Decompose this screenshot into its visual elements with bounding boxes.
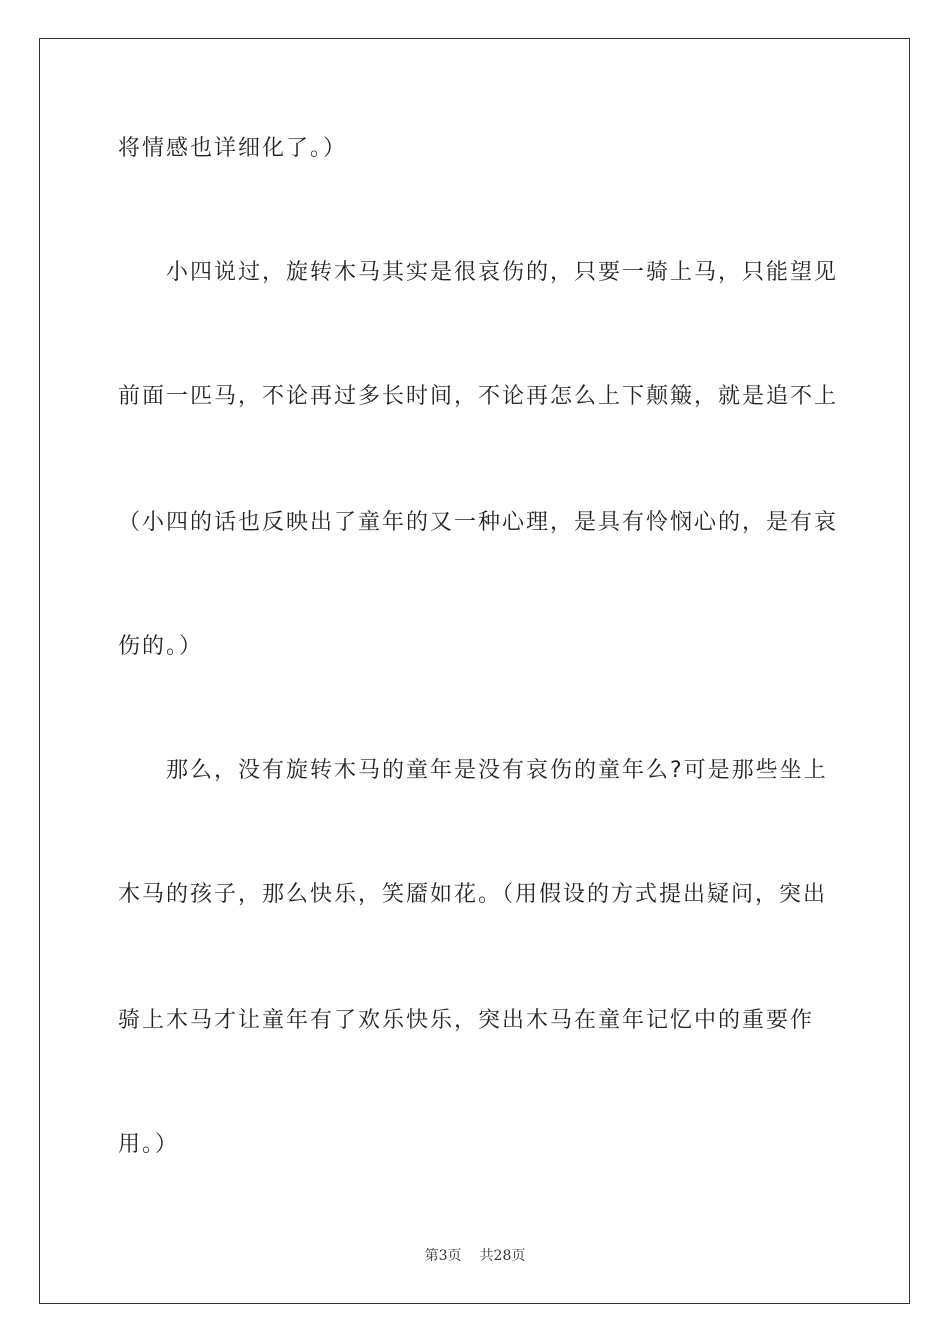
body-line: 那么，没有旋转木马的童年是没有哀伤的童年么?可是那些坐上 bbox=[118, 758, 828, 783]
body-line: 伤的。） bbox=[118, 634, 204, 659]
page-number: 第3页 bbox=[424, 1248, 462, 1264]
page-footer bbox=[0, 1245, 950, 1265]
body-line: 用。） bbox=[118, 1132, 180, 1157]
body-line: 骑上木马才让童年有了欢乐快乐，突出木马在童年记忆中的重要作 bbox=[118, 1008, 815, 1033]
body-line: （小四的话也反映出了童年的又一种心理，是具有怜悯心的，是有哀 bbox=[118, 510, 839, 535]
body-line: 将情感也详细化了。） bbox=[118, 136, 348, 161]
body-line: 木马的孩子，那么快乐，笑靥如花。（用假设的方式提出疑问，突出 bbox=[118, 882, 828, 907]
page-total: 共28页 bbox=[479, 1248, 526, 1264]
body-line: 小四说过，旋转木马其实是很哀伤的，只要一骑上马，只能望见 bbox=[118, 260, 839, 285]
page-border bbox=[39, 38, 910, 1304]
body-line: 前面一匹马，不论再过多长时间，不论再怎么上下颠簸，就是追不上 bbox=[118, 384, 839, 409]
